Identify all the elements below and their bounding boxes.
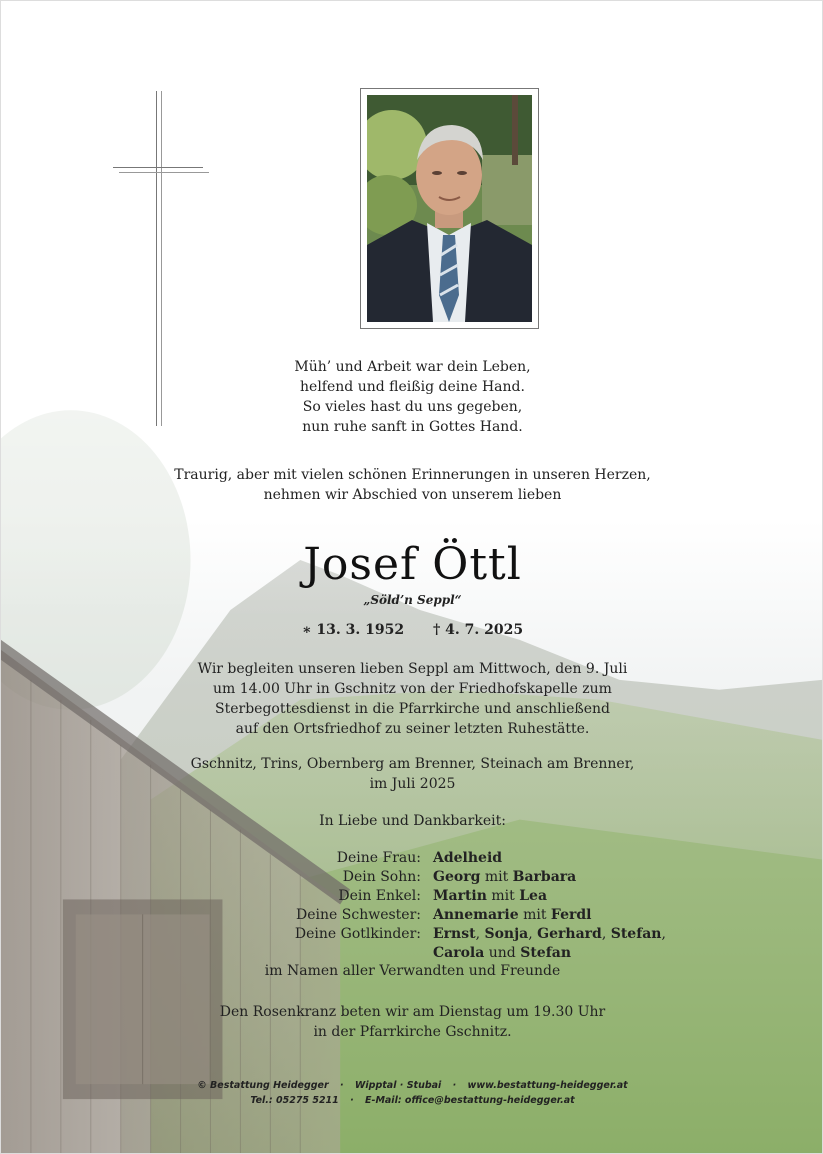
family-relation-label: Deine Frau: xyxy=(336,850,421,866)
footer-separator: · xyxy=(340,1080,344,1091)
funeral-line: Sterbegottesdienst in die Pfarrkirche und anschließend xyxy=(215,701,610,717)
family-connector: mit xyxy=(486,888,520,904)
funeral-details xyxy=(1,659,823,739)
family-row xyxy=(1,925,823,944)
verse-line: helfend und fleißig deine Hand. xyxy=(300,379,525,395)
places-line: Gschnitz, Trins, Obernberg am Brenner, Steinach am Brenner, xyxy=(190,756,635,772)
family-members xyxy=(433,944,571,963)
family-connector: mit xyxy=(480,869,513,885)
family-connector: , xyxy=(528,926,538,942)
death-date: † 4. 7. 2025 xyxy=(432,622,524,638)
family-connector: , xyxy=(601,926,611,942)
family-member-name: Stefan xyxy=(610,926,662,942)
family-connector: und xyxy=(484,945,521,961)
footer-company: © Bestattung Heidegger xyxy=(197,1080,329,1091)
deceased-name: Josef Öttl xyxy=(303,539,522,590)
thanks-heading: In Liebe und Dankbarkeit: xyxy=(319,813,506,829)
footer-region: Wipptal · Stubai xyxy=(354,1080,442,1091)
life-dates xyxy=(1,622,823,638)
family-relation-label: Dein Sohn: xyxy=(342,869,421,885)
family-relation-label: Dein Enkel: xyxy=(338,888,421,904)
places-line: im Juli 2025 xyxy=(369,776,456,792)
family-members xyxy=(433,849,502,868)
family-member-name: Lea xyxy=(519,888,548,904)
memorial-verse xyxy=(1,357,823,437)
deceased-nickname: „Söld’n Seppl“ xyxy=(363,593,462,607)
family-row xyxy=(1,868,823,887)
birth-date: ∗ 13. 3. 1952 xyxy=(301,622,405,638)
footer-separator: · xyxy=(350,1095,354,1106)
intro-text xyxy=(1,465,823,505)
intro-line: nehmen wir Abschied von unserem lieben xyxy=(263,487,562,503)
family-member-name: Gerhard xyxy=(537,926,602,942)
rosary-line: in der Pfarrkirche Gschnitz. xyxy=(313,1024,512,1040)
portrait-photo xyxy=(367,95,532,322)
portrait-frame xyxy=(360,88,539,329)
family-members xyxy=(433,925,666,944)
footer-phone: Tel.: 05275 5211 xyxy=(250,1095,339,1106)
family-row xyxy=(1,887,823,906)
funeral-line: um 14.00 Uhr in Gschnitz von der Friedhofskapelle zum xyxy=(213,681,612,697)
family-member-name: Sonja xyxy=(484,926,529,942)
places-date xyxy=(1,754,823,794)
family-row xyxy=(1,944,823,963)
verse-line: So vieles hast du uns gegeben, xyxy=(302,399,523,415)
family-member-name: Georg xyxy=(433,869,481,885)
family-member-name: Martin xyxy=(433,888,487,904)
family-connector: mit xyxy=(518,907,551,923)
rosary-line: Den Rosenkranz beten wir am Dienstag um 19.30 Uhr xyxy=(219,1004,606,1020)
verse-line: nun ruhe sanft in Gottes Hand. xyxy=(302,419,523,435)
family-member-name: Adelheid xyxy=(433,850,503,866)
family-members xyxy=(433,887,547,906)
family-member-name: Stefan xyxy=(520,945,571,961)
family-member-name: Ernst xyxy=(433,926,476,942)
family-connector: , xyxy=(475,926,485,942)
family-connector: , xyxy=(661,926,666,942)
family-list xyxy=(1,849,823,963)
footer-email-link[interactable]: E-Mail: office@bestattung-heidegger.at xyxy=(365,1095,575,1106)
family-member-name: Barbara xyxy=(512,869,577,885)
intro-line: Traurig, aber mit vielen schönen Erinnerungen in unseren Herzen, xyxy=(174,467,651,483)
family-row xyxy=(1,849,823,868)
footer-line-1 xyxy=(1,1078,823,1093)
rosary-info xyxy=(1,1002,823,1042)
footer-line-2 xyxy=(1,1093,823,1108)
family-member-name: Carola xyxy=(433,945,485,961)
family-member-name: Ferdl xyxy=(550,907,592,923)
funeral-line: auf den Ortsfriedhof zu seiner letzten Ruhestätte. xyxy=(235,721,590,737)
family-members xyxy=(433,868,576,887)
family-relation-label xyxy=(1,944,433,963)
verse-line: Müh’ und Arbeit war dein Leben, xyxy=(294,359,531,375)
family-members xyxy=(433,906,591,925)
footer-separator: · xyxy=(452,1080,457,1091)
footer-website-link[interactable]: www.bestattung-heidegger.at xyxy=(467,1080,628,1091)
family-relation-label: Deine Schwester: xyxy=(296,907,421,923)
family-member-name: Annemarie xyxy=(433,907,519,923)
family-relation-label: Deine Gotlkinder: xyxy=(294,926,421,942)
family-row xyxy=(1,906,823,925)
footer xyxy=(1,1078,823,1108)
relatives-line: im Namen aller Verwandten und Freunde xyxy=(264,963,561,979)
funeral-line: Wir begleiten unseren lieben Seppl am Mittwoch, den 9. Juli xyxy=(197,661,628,677)
